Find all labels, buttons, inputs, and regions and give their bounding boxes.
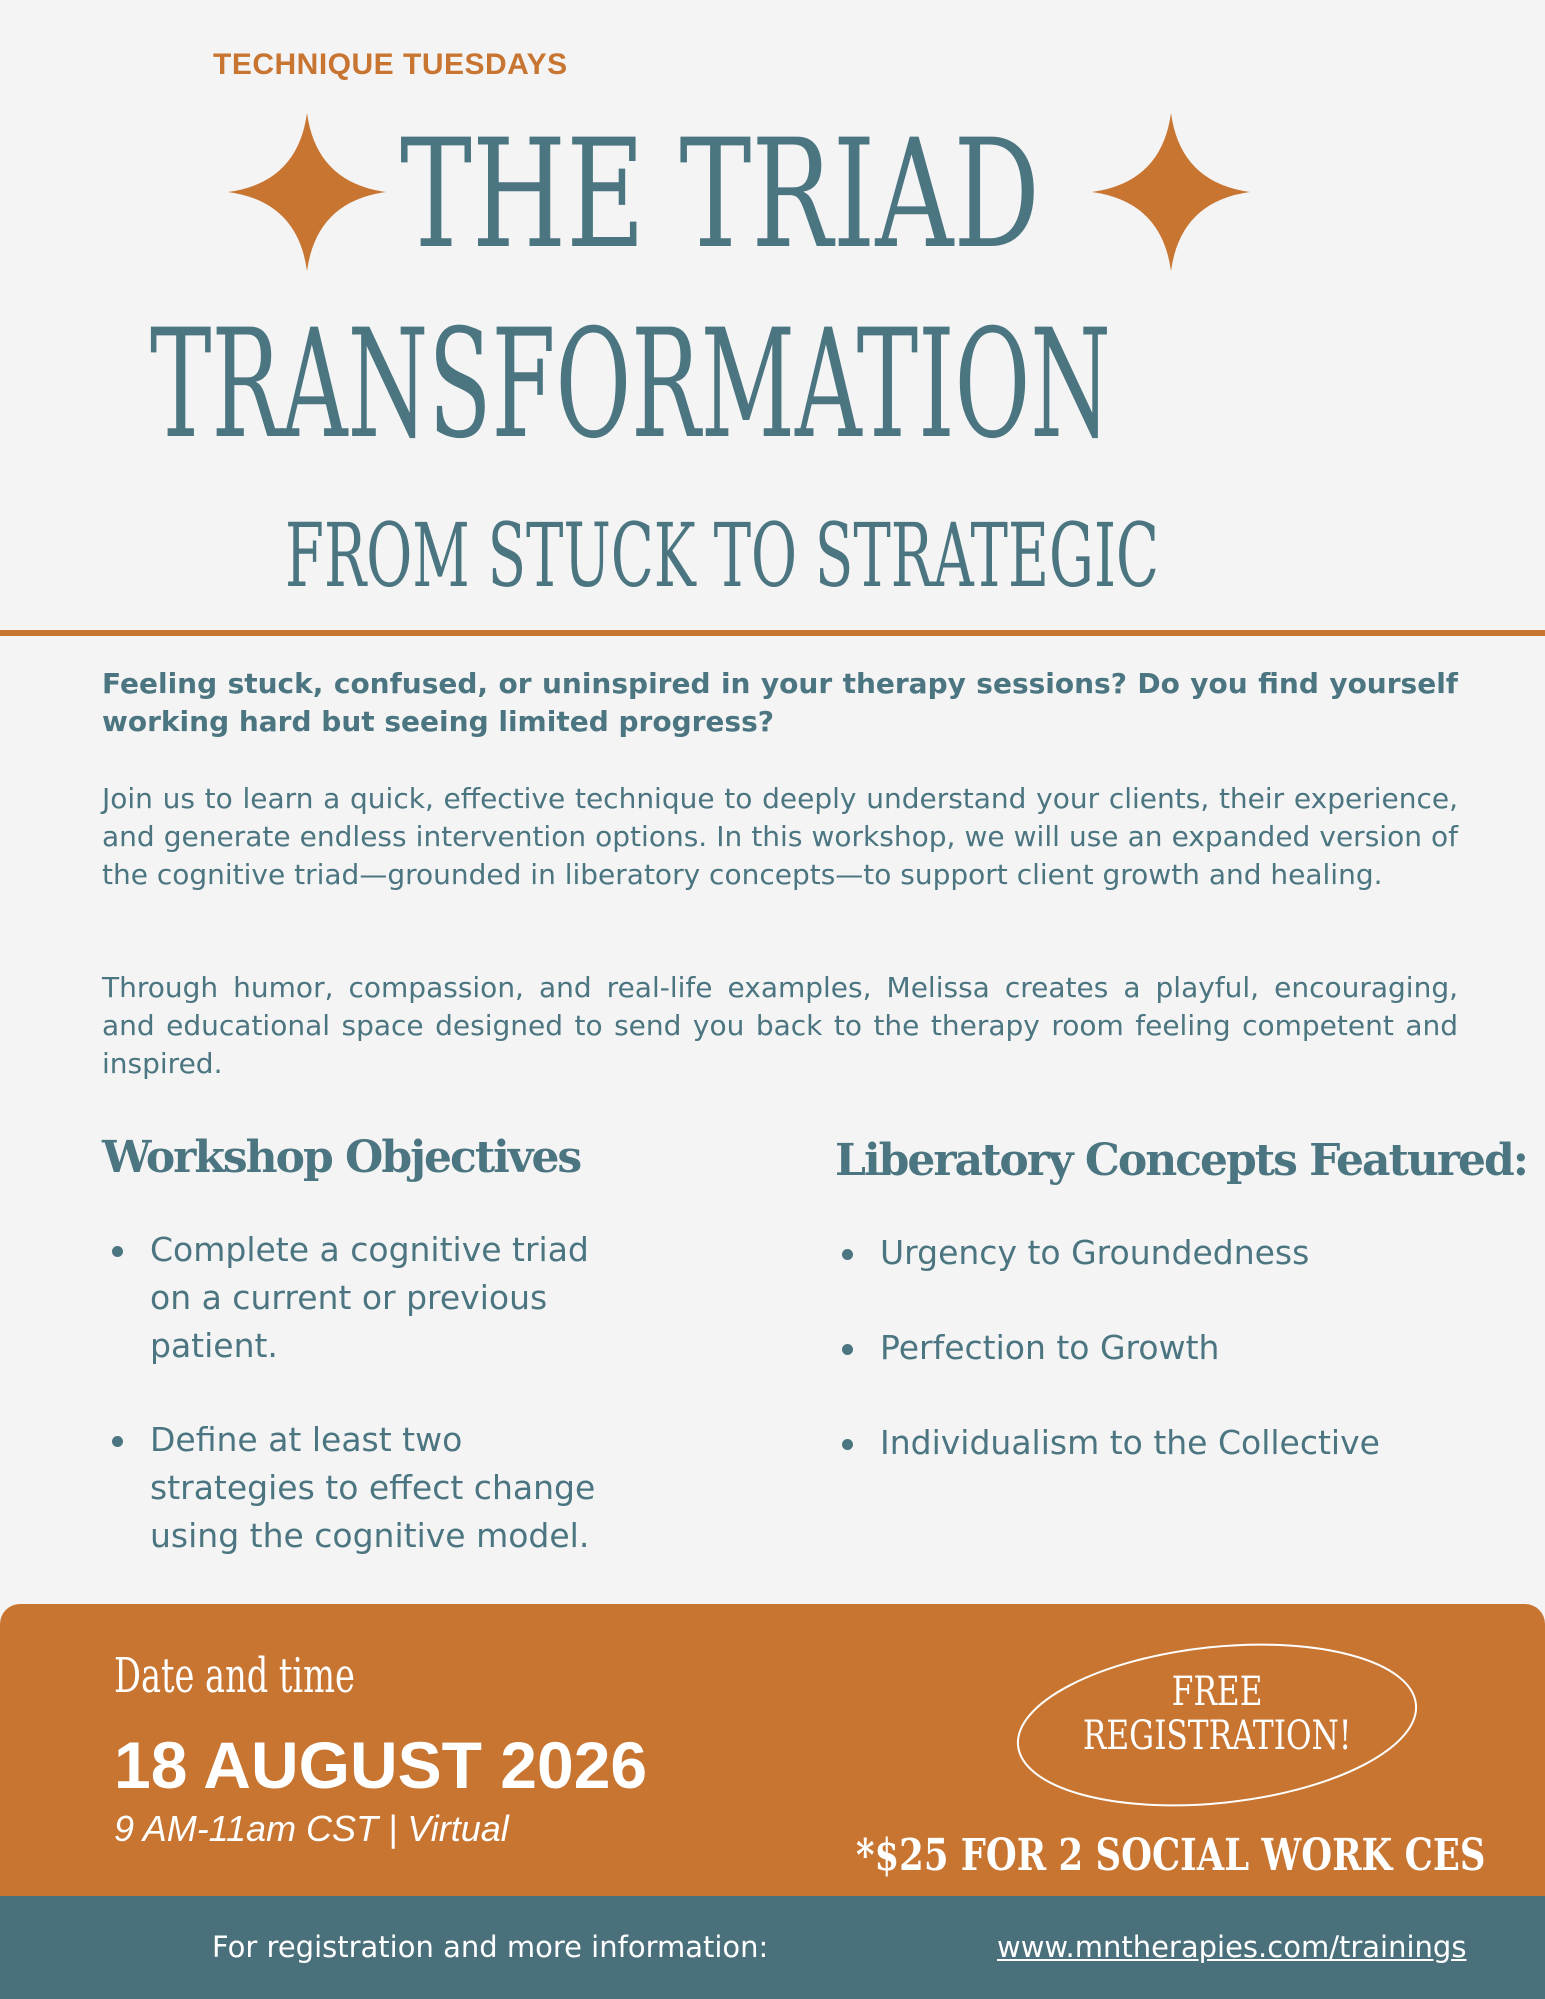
four-point-star-icon xyxy=(1092,113,1250,271)
intro-paragraph: Through humor, compassion, and real-life examples, Melissa creates a playful, encouraging, and educational space designed to send you back to the therapy room feeling competent and inspired. xyxy=(102,971,1458,1080)
objectives-heading: Workshop Objectives xyxy=(102,1132,581,1183)
registration-link[interactable]: www.mntherapies.com/trainings xyxy=(997,1930,1467,1964)
subtitle: FROM STUCK TO STRATEGIC xyxy=(285,504,1159,607)
free-registration-badge xyxy=(1012,1670,1422,1758)
objectives-list xyxy=(102,1226,622,1560)
list-item: Define at least two strategies to effect change using the cognitive model. xyxy=(102,1416,622,1560)
free-line-1: FREE xyxy=(1171,1669,1263,1715)
eyebrow-label: TECHNIQUE TUESDAYS xyxy=(213,48,568,81)
ce-price-note: *$25 FOR 2 SOCIAL WORK CES xyxy=(856,1830,1486,1881)
title-line-2: TRANSFORMATION xyxy=(150,298,1111,472)
intro-paragraph: Join us to learn a quick, effective technique to deeply understand your clients, their experience, and generate endless intervention options. In this workshop, we will use an expanded version of the cognitive triad—grounded in liberatory concepts—to support client growth and healing. xyxy=(102,782,1458,891)
list-item: Complete a cognitive triad on a current or previous patient. xyxy=(102,1226,622,1370)
event-date: 18 AUGUST 2026 xyxy=(114,1728,648,1802)
free-line-2: REGISTRATION! xyxy=(1082,1713,1352,1759)
concepts-list xyxy=(832,1229,1472,1467)
footer-label: For registration and more information: xyxy=(212,1930,769,1964)
four-point-star-icon xyxy=(228,113,386,271)
list-item: Individualism to the Collective xyxy=(832,1419,1472,1467)
list-item: Perfection to Growth xyxy=(832,1324,1472,1372)
divider xyxy=(0,630,1545,636)
title-line-1: THE TRIAD xyxy=(400,108,1040,282)
concepts-heading: Liberatory Concepts Featured: xyxy=(835,1135,1527,1186)
list-item: Urgency to Groundedness xyxy=(832,1229,1472,1277)
intro-lead: Feeling stuck, confused, or uninspired in your therapy sessions? Do you find yourself working hard but seeing limited progress? xyxy=(102,667,1458,738)
event-time: 9 AM-11am CST | Virtual xyxy=(114,1808,509,1849)
date-time-label: Date and time xyxy=(114,1648,355,1704)
